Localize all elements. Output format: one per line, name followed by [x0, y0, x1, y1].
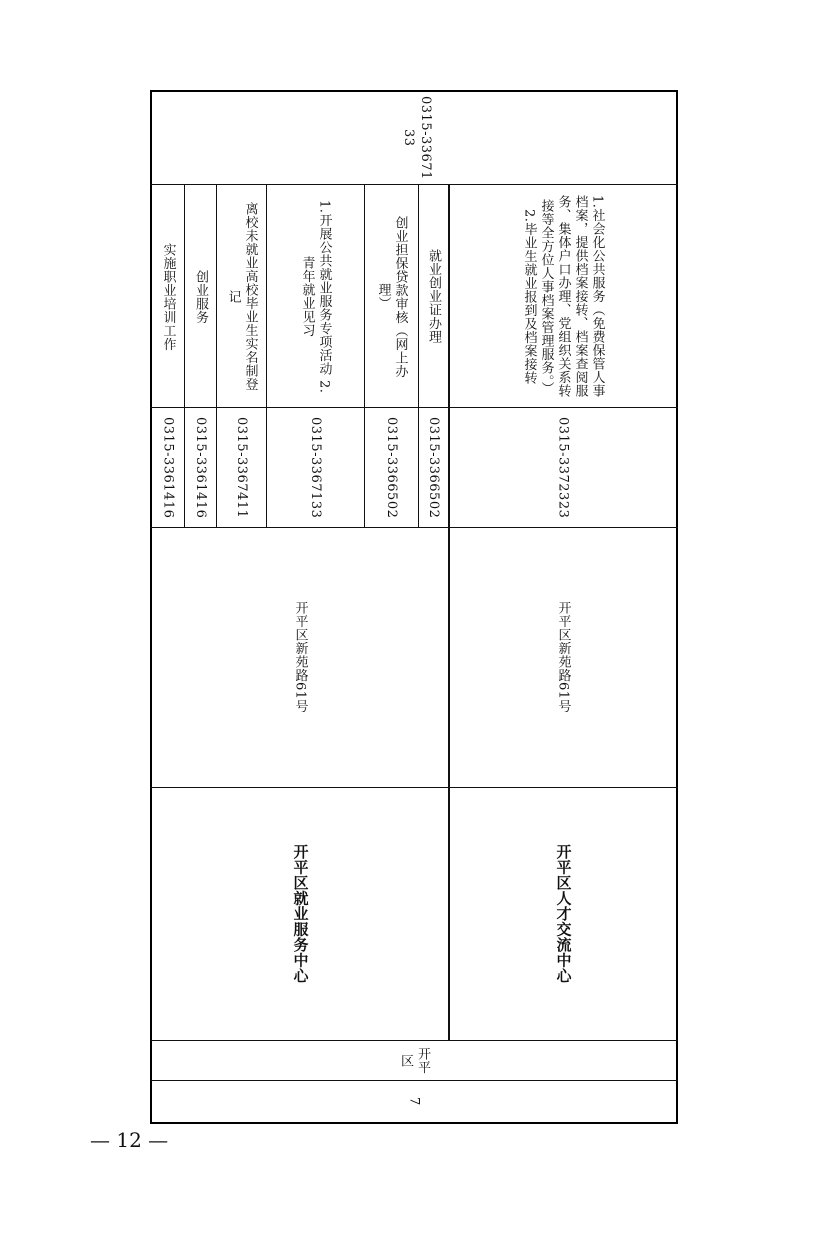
top-phone-cell [152, 92, 676, 184]
service-phone: 0315-3372323 [555, 416, 571, 519]
service-phone: 0315-3361416 [160, 416, 176, 519]
service-phone: 0315-3361416 [193, 416, 208, 519]
district-cell: 开平区 [398, 1047, 430, 1074]
service-item: 创业服务 [193, 269, 208, 324]
table-border-right [676, 90, 678, 1124]
agency-name: 开平区人才交流中心 [554, 844, 573, 984]
service-item: 实施职业培训工作 [160, 242, 176, 351]
row-index-cell: 7 [406, 1097, 422, 1106]
service-item: 就业创业证办理 [426, 249, 441, 344]
agency-address: 开平区新苑路61号 [555, 601, 571, 714]
service-item: 创业担保贷款审核（网上办理） [375, 215, 408, 378]
agency-name: 开平区就业服务中心 [291, 844, 310, 984]
page-number: — 12 — [90, 1128, 169, 1152]
service-item: 离校未就业高校毕业生实名制登记 [225, 202, 258, 391]
service-phone: 0315-3367411 [234, 416, 249, 519]
row-line-top [150, 184, 678, 185]
service-phone: 0315-3366502 [426, 416, 441, 519]
service-phone: 0315-3366502 [384, 416, 399, 519]
table-border-bottom [150, 1122, 678, 1124]
service-item: 1.开展公共就业服务专项活动 2.青年就业见习 [299, 199, 332, 394]
service-phone: 0315-3367133 [308, 416, 323, 519]
agency-address: 开平区新苑路61号 [292, 601, 308, 714]
service-item: 1.社会化公共服务（免费保管人事档案，提供档案接转、档案查阅服务、集体户口办理、党组织关系转接等全方位人事档案管理服务。） 2.毕业生就业报到及档案接转 [521, 195, 605, 398]
top-phone: 0315-3367133 [401, 96, 433, 180]
